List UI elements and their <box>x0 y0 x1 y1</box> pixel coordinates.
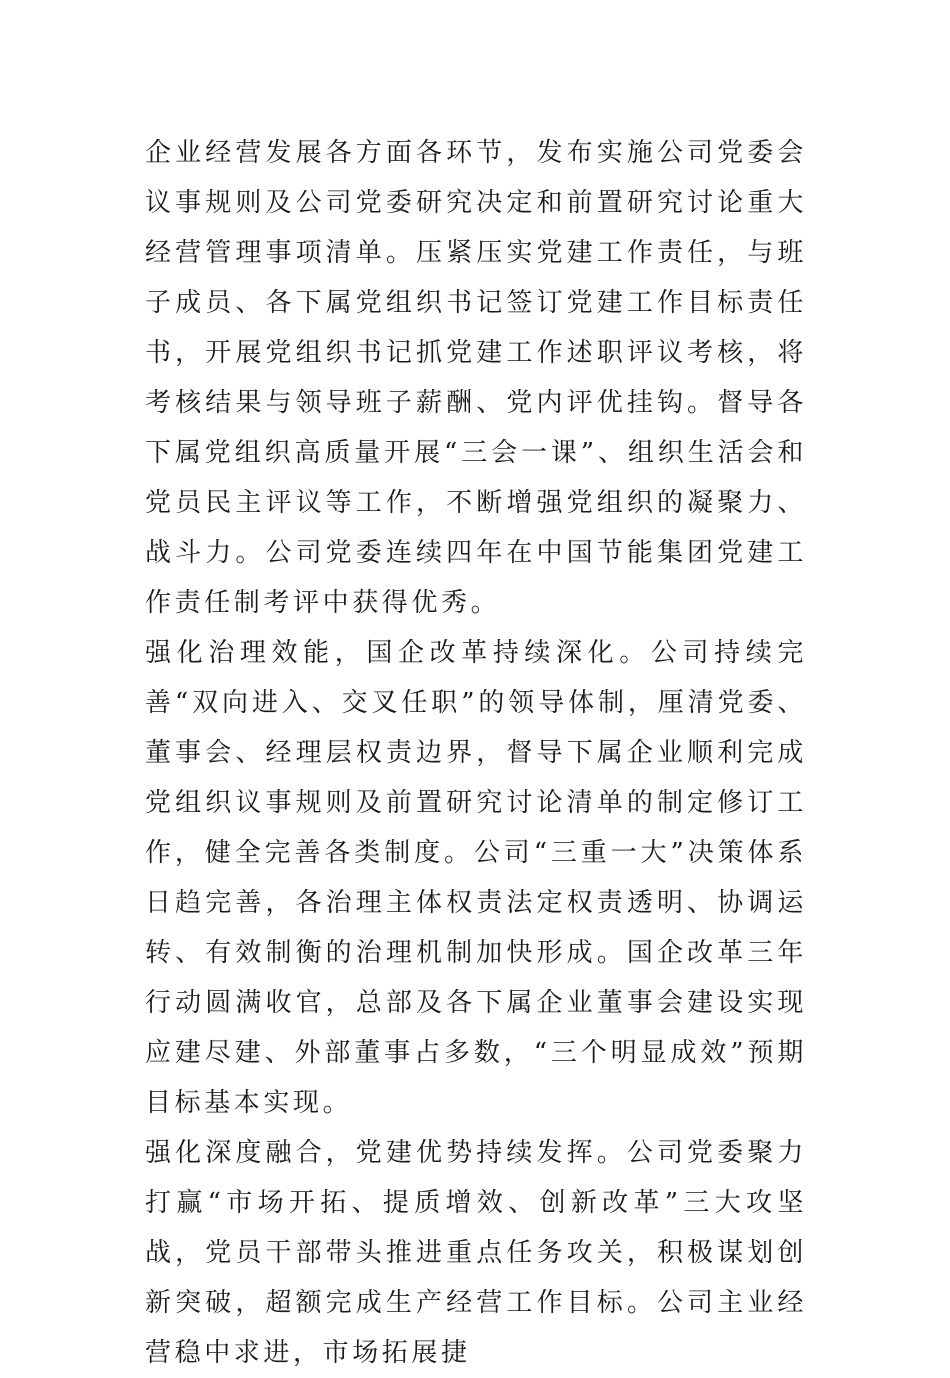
paragraph-3: 强化深度融合，党建优势持续发挥。公司党委聚力打赢“市场开拓、提质增效、创新改革”三大攻坚战，党员干部带头推进重点任务攻关，积极谋划创新突破，超额完成生产经营工作目标。公司主业经营稳中求进，市场拓展捷 <box>145 1138 807 1368</box>
paragraph-2: 强化治理效能，国企改革持续深化。公司持续完善“双向进入、交叉任职”的领导体制，厘清党委、董事会、经理层权责边界，督导下属企业顺利完成党组织议事规则及前置研究讨论清单的制定修订工作，健全完善各类制度。公司“三重一大”决策体系日趋完善，各治理主体权责法定权责透明、协调运转、有效制衡的治理机制加快形成。国企改革三年行动圆满收官，总部及各下属企业董事会建设实现应建尽建、外部董事占多数，“三个明显成效”预期目标基本实现。 <box>145 638 807 1118</box>
paragraph-1: 企业经营发展各方面各环节，发布实施公司党委会议事规则及公司党委研究决定和前置研究讨论重大经营管理事项清单。压紧压实党建工作责任，与班子成员、各下属党组织书记签订党建工作目标责任书，开展党组织书记抓党建工作述职评议考核，将考核结果与领导班子薪酬、党内评优挂钩。督导各下属党组织高质量开展“三会一课”、组织生活会和党员民主评议等工作，不断增强党组织的凝聚力、战斗力。公司党委连续四年在中国节能集团党建工作责任制考评中获得优秀。 <box>145 138 807 618</box>
document-body <box>145 128 807 1378</box>
